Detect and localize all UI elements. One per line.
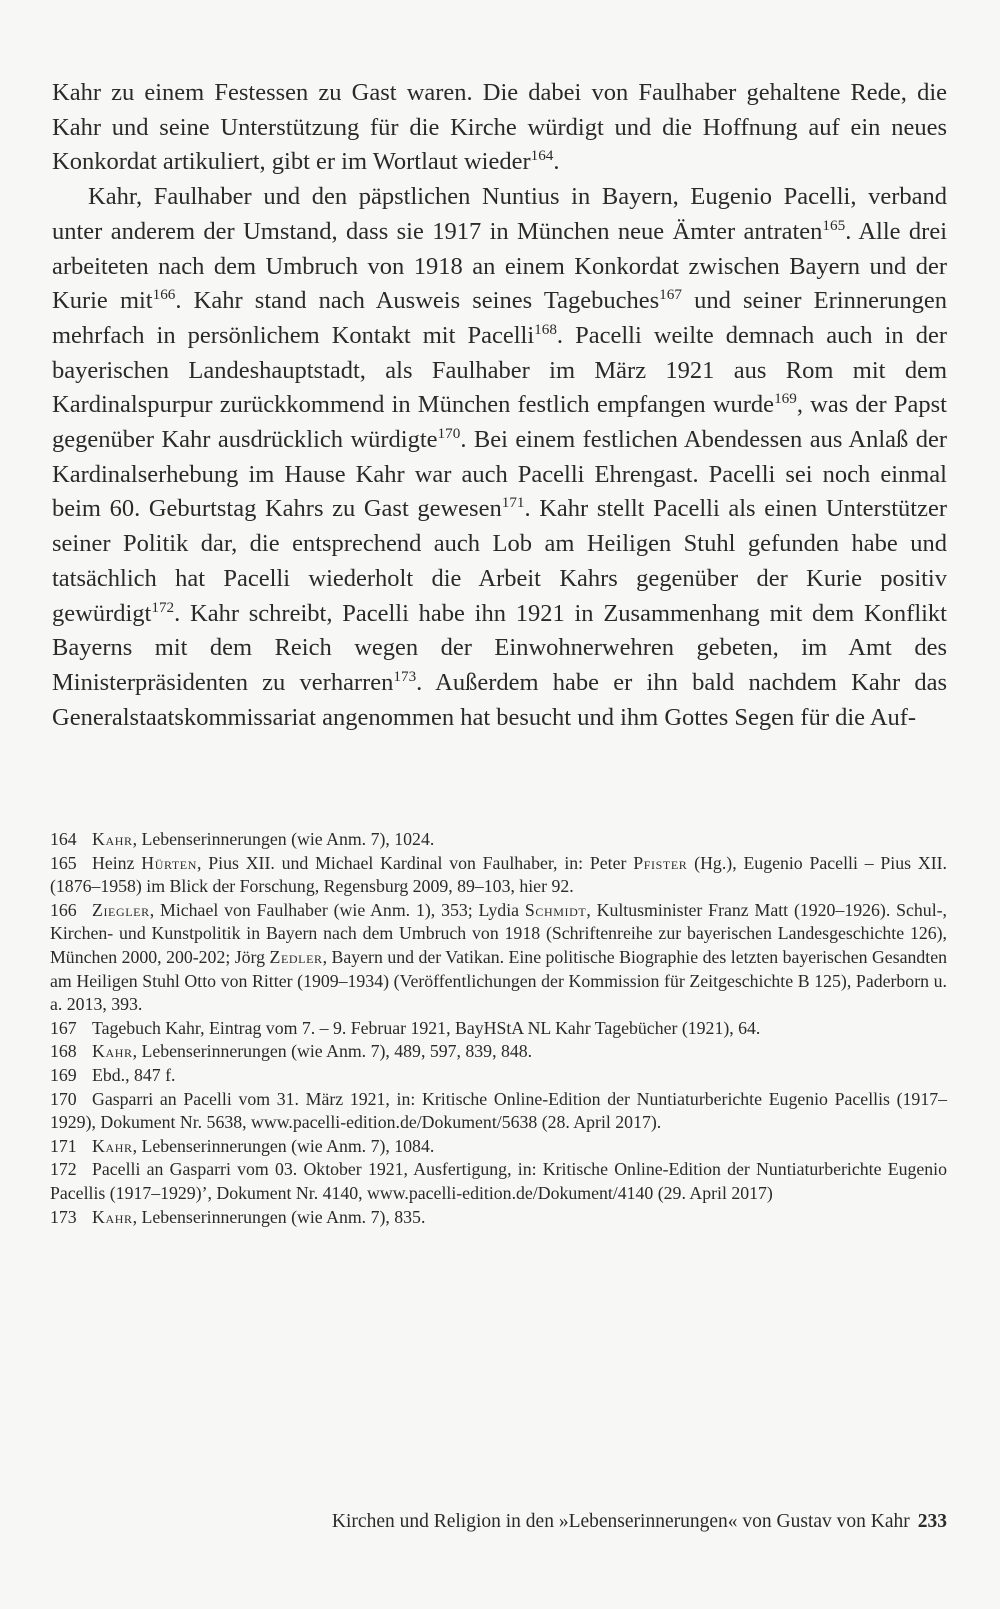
author-name: Zedler [269, 946, 323, 967]
footnote-ref-168[interactable]: 168 [534, 320, 557, 338]
text-run: und seiner Erinnerungen mehrfach in persönlichem Kontakt mit Pacelli [52, 287, 947, 349]
footnote-number: 164 [50, 829, 77, 849]
footnote-ref-171[interactable]: 171 [501, 494, 525, 512]
footnote-text: , Lebenserinnerungen (wie Anm. 7), 835. [132, 1206, 426, 1227]
footnote-ref-166[interactable]: 166 [152, 286, 176, 304]
footnote-ref-173[interactable]: 173 [393, 667, 417, 685]
footnote-166 [50, 899, 947, 1017]
text-run: . Kahr schreibt, Pacelli habe ihn 1921 in Zusammenhang mit dem Konflikt Bayerns mit dem Reich wegen der Einwohnerwehren gebeten, im Amt des Ministerpräsidenten zu verharren [52, 599, 947, 696]
footnote-171 [50, 1135, 947, 1159]
text-run: . Kahr stand nach Ausweis seines Tagebuches [175, 287, 660, 315]
page-number: 233 [917, 1511, 947, 1532]
footnote-text: , Lebenserinnerungen (wie Anm. 7), 1024. [132, 829, 435, 849]
footnote-text: Heinz [92, 852, 142, 873]
footnote-ref-164[interactable]: 164 [530, 147, 554, 165]
author-name: Ziegler [92, 899, 150, 920]
footnote-number: 170 [50, 1088, 77, 1109]
running-title: Kirchen und Religion in den »Lebenserinnerungen« von Gustav von Kahr [331, 1511, 910, 1532]
footnote-number: 166 [50, 899, 77, 920]
text-run: Kahr zu einem Festessen zu Gast waren. Die dabei von Faulhaber gehaltene Rede, die Kahr und seine Unterstützung für die Kirche würdigt und die Hoffnung auf ein neues Konkordat artikuliert, gibt er im Wortlaut wieder [52, 79, 947, 176]
author-name: Schmidt [524, 899, 587, 920]
footnote-number: 171 [50, 1135, 77, 1156]
text-run: . [553, 148, 560, 176]
footnote-text: , Pius XII. und Michael Kardinal von Faulhaber, in: Peter [196, 852, 634, 873]
footnote-text: , Lebenserinnerungen (wie Anm. 7), 1084. [132, 1135, 435, 1156]
footnote-number: 172 [50, 1159, 77, 1180]
footnote-170 [50, 1088, 947, 1135]
footnote-ref-165[interactable]: 165 [822, 216, 846, 234]
footnote-ref-169[interactable]: 169 [774, 390, 797, 408]
text-run: . Außerdem habe er ihn bald nachdem Kahr das Generalstaatskommissariat angenommen hat besucht und ihm Gottes Segen für die Auf- [52, 668, 947, 731]
footnote-167 [50, 1017, 947, 1041]
footnote-number: 173 [50, 1206, 77, 1227]
footnote-text: , Michael von Faulhaber (wie Anm. 1), 353; Lydia [149, 899, 525, 920]
footnote-169 [50, 1064, 947, 1088]
text-run: . Alle drei arbeiteten nach dem Umbruch von 1918 an einem Konkordat zwischen Bayern und der Kurie mit [52, 217, 947, 315]
text-run: Kahr, Faulhaber und den päpstlichen Nuntius in Bayern, Eugenio Pacelli, verband unter anderem der Umstand, dass sie 1917 in München neue Ämter antraten [52, 183, 947, 245]
footnote-164 [50, 828, 947, 852]
author-name: Kahr [92, 1041, 133, 1062]
author-name: Kahr [92, 829, 133, 849]
footnote-ref-172[interactable]: 172 [151, 598, 175, 616]
footnote-text: , Bayern und der Vatikan. Eine politische Biographie des letzten bayerischen Gesandten am Heiligen Stuhl Otto von Ritter (1909–1934) (Veröffentlichungen der Kommission für Zeitgeschichte B 125), Paderborn u. a. 2013, 393. [50, 946, 948, 1015]
author-name: Kahr [92, 1135, 133, 1156]
footnote-ref-167[interactable]: 167 [659, 286, 682, 304]
footnote-ref-170[interactable]: 170 [437, 424, 461, 442]
paragraph-2 [52, 180, 947, 735]
author-name: Hürten [141, 852, 197, 873]
footnote-number: 168 [50, 1041, 77, 1062]
paragraph-1 [52, 76, 947, 180]
footnote-number: 165 [50, 852, 77, 873]
footnote-text: Gasparri an Pacelli vom 31. März 1921, in: Kritische Online-Edition der Nuntiaturberichte Eugenio Pacellis (1917–1929), Dokument Nr. 5638, www.pacelli-edition.de/Dokument/5638 (28. April 2017). [50, 1088, 947, 1133]
footnote-text: , Kultusminister Franz Matt (1920–1926). Schul-, Kirchen- und Kunstpolitik in Bayern nach dem Umbruch von 1918 (Schriftenreihe zur bayerischen Landesgeschichte 126), München 2000, 200-202; Jörg [50, 899, 947, 967]
author-name: Pfister [633, 852, 688, 873]
footnote-text: Tagebuch Kahr, Eintrag vom 7. – 9. Februar 1921, BayHStA NL Kahr Tagebücher (1921), 64. [92, 1017, 761, 1038]
footnote-text: , Lebenserinnerungen (wie Anm. 7), 489, 597, 839, 848. [132, 1041, 533, 1062]
text-run: . Pacelli weilte demnach auch in der bayerischen Landeshauptstadt, als Faulhaber im März 1921 aus Rom mit dem Kardinalspurpur zurückkommend in München festlich empfangen wurde [52, 321, 947, 419]
footnote-172 [50, 1158, 947, 1205]
footnote-number: 167 [50, 1017, 77, 1038]
body-text [52, 76, 947, 735]
footnotes [50, 828, 947, 1229]
text-run: . Kahr stellt Pacelli als einen Unterstützer seiner Politik dar, die entsprechend auch Lob am Heiligen Stuhl gefunden habe und tatsächlich hat Pacelli wiederholt die Arbeit Kahrs gegenüber der Kurie positiv gewürdigt [52, 495, 947, 627]
footnote-168 [50, 1040, 947, 1064]
footnote-text: (Hg.), Eugenio Pacelli – Pius XII. (1876–1958) im Blick der Forschung, Regensburg 2009, 89–103, hier 92. [50, 852, 947, 897]
footnote-173 [50, 1206, 947, 1230]
footnote-text: Ebd., 847 f. [92, 1064, 176, 1085]
text-run: . Bei einem festlichen Abendessen aus Anlaß der Kardinalserhebung im Hause Kahr war auch Pacelli Ehrengast. Pacelli sei noch einmal beim 60. Geburtstag Kahrs zu Gast gewesen [52, 426, 948, 523]
footnote-number: 169 [50, 1064, 77, 1085]
footnote-text: Pacelli an Gasparri vom 03. Oktober 1921, Ausfertigung, in: Kritische Online-Edition der Nuntiaturberichte Eugenio Pacellis (1917–1929)’, Dokument Nr. 4140, www.pacelli-edition.de/Dokument/4140 (29. April 2017) [50, 1159, 947, 1203]
text-run: , was der Papst gegenüber Kahr ausdrücklich würdigte [52, 391, 947, 454]
author-name: Kahr [92, 1206, 133, 1227]
running-footer [100, 1511, 947, 1533]
footnote-165 [50, 852, 947, 899]
